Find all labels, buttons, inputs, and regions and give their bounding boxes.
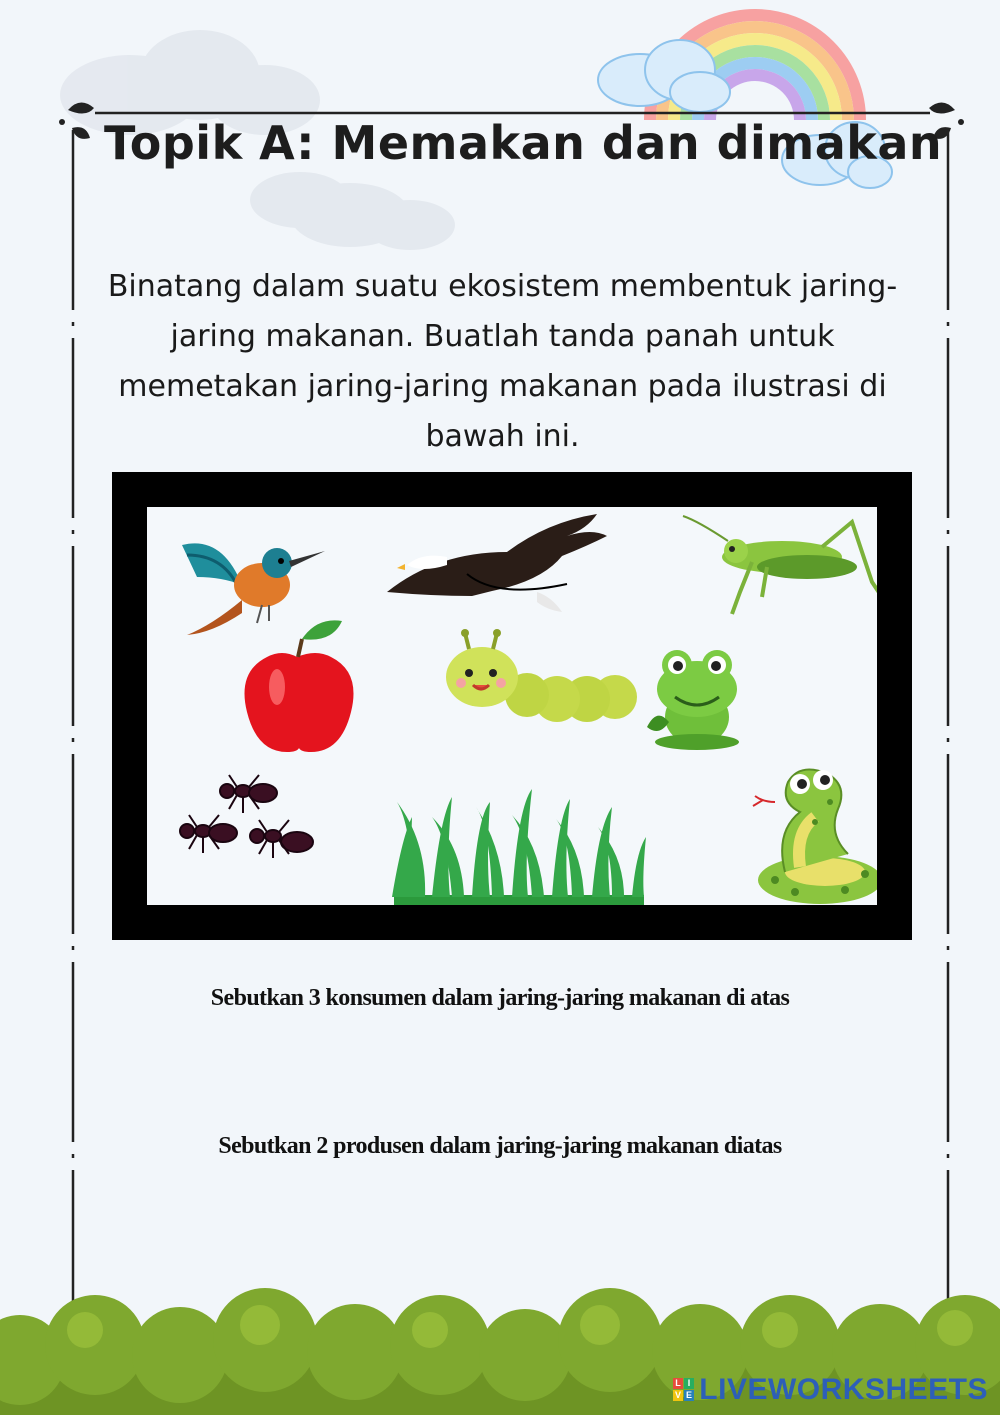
liveworksheets-logo[interactable] — [673, 1373, 988, 1407]
liveworksheets-mark-icon: L I V E — [675, 1378, 693, 1400]
question-consumers: Sebutkan 3 konsumen dalam jaring-jaring makanan di atas — [210, 985, 790, 1011]
food-web-frame — [112, 472, 912, 940]
food-web-canvas[interactable] — [147, 507, 877, 905]
grasshopper-icon[interactable] — [683, 516, 877, 614]
apple-icon[interactable] — [245, 620, 354, 752]
grass-icon[interactable] — [392, 789, 646, 905]
food-web-illustration — [147, 507, 877, 905]
frog-icon[interactable] — [647, 650, 739, 750]
page-title: Topik A: Memakan dan dimakan — [104, 116, 943, 170]
answer-area-producers[interactable] — [140, 1178, 860, 1258]
instruction-text: Binatang dalam suatu ekosistem membentuk jaring-jaring makanan. Buatlah tanda panah untuk memetakan jaring-jaring makanan pada ilustrasi di bawah ini. — [107, 269, 898, 454]
liveworksheets-brand-text: LIVEWORKSHEETS — [699, 1373, 988, 1406]
question-producers: Sebutkan 2 produsen dalam jaring-jaring makanan diatas — [218, 1133, 782, 1159]
answer-area-consumers[interactable] — [140, 1030, 860, 1110]
ants-icon[interactable] — [180, 775, 313, 858]
snake-icon[interactable] — [753, 770, 877, 905]
eagle-icon[interactable] — [387, 514, 607, 612]
caterpillar-icon[interactable] — [446, 629, 637, 722]
kingfisher-bird-icon[interactable] — [182, 543, 325, 635]
